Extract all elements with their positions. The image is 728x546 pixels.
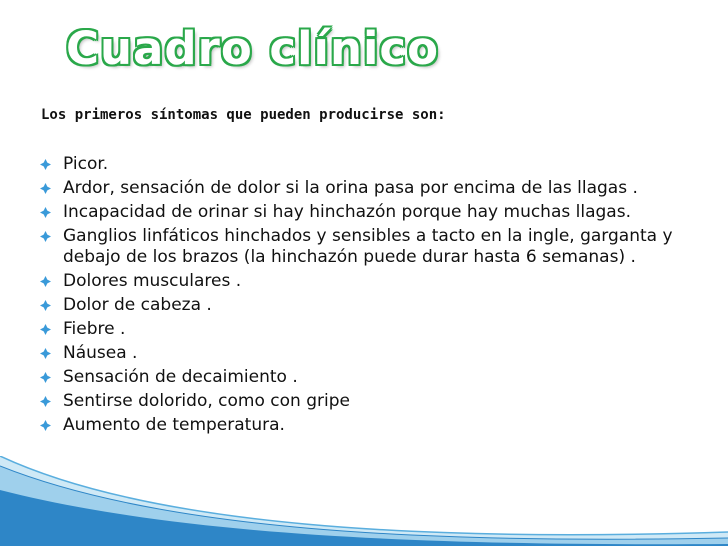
list-item xyxy=(40,415,700,436)
diamond-bullet-icon xyxy=(40,276,51,287)
diamond-bullet-icon xyxy=(40,348,51,359)
diamond-bullet-icon xyxy=(40,183,51,194)
list-item xyxy=(40,391,700,412)
list-item xyxy=(40,202,700,223)
slide-title: Cuadro clínico xyxy=(66,22,439,75)
list-item-text: Fiebre . xyxy=(63,319,126,339)
diamond-bullet-icon xyxy=(40,231,51,242)
list-item xyxy=(40,319,700,340)
symptom-list xyxy=(40,154,700,439)
list-item xyxy=(40,226,700,268)
diamond-bullet-icon xyxy=(40,420,51,431)
list-item-text: Picor. xyxy=(63,154,109,174)
diamond-bullet-icon xyxy=(40,159,51,170)
list-item xyxy=(40,367,700,388)
list-item xyxy=(40,271,700,292)
list-item xyxy=(40,178,700,199)
diamond-bullet-icon xyxy=(40,324,51,335)
list-item-text: Ganglios linfáticos hinchados y sensibles a tacto en la ingle, garganta y debajo de los brazos (la hinchazón puede durar hasta 6 semanas) . xyxy=(63,226,673,267)
diamond-bullet-icon xyxy=(40,396,51,407)
diamond-bullet-icon xyxy=(40,207,51,218)
list-item-text: Dolores musculares . xyxy=(63,271,242,291)
list-item-text: Náusea . xyxy=(63,343,138,363)
intro-text: Los primeros síntomas que pueden producirse son: xyxy=(41,107,446,123)
list-item-text: Ardor, sensación de dolor si la orina pasa por encima de las llagas . xyxy=(63,178,638,198)
decorative-wave xyxy=(0,456,728,546)
list-item-text: Dolor de cabeza . xyxy=(63,295,212,315)
diamond-bullet-icon xyxy=(40,300,51,311)
list-item xyxy=(40,154,700,175)
diamond-bullet-icon xyxy=(40,372,51,383)
list-item-text: Sentirse dolorido, como con gripe xyxy=(63,391,350,411)
list-item-text: Aumento de temperatura. xyxy=(63,415,285,435)
list-item xyxy=(40,343,700,364)
list-item xyxy=(40,295,700,316)
list-item-text: Incapacidad de orinar si hay hinchazón porque hay muchas llagas. xyxy=(63,202,631,222)
list-item-text: Sensación de decaimiento . xyxy=(63,367,298,387)
